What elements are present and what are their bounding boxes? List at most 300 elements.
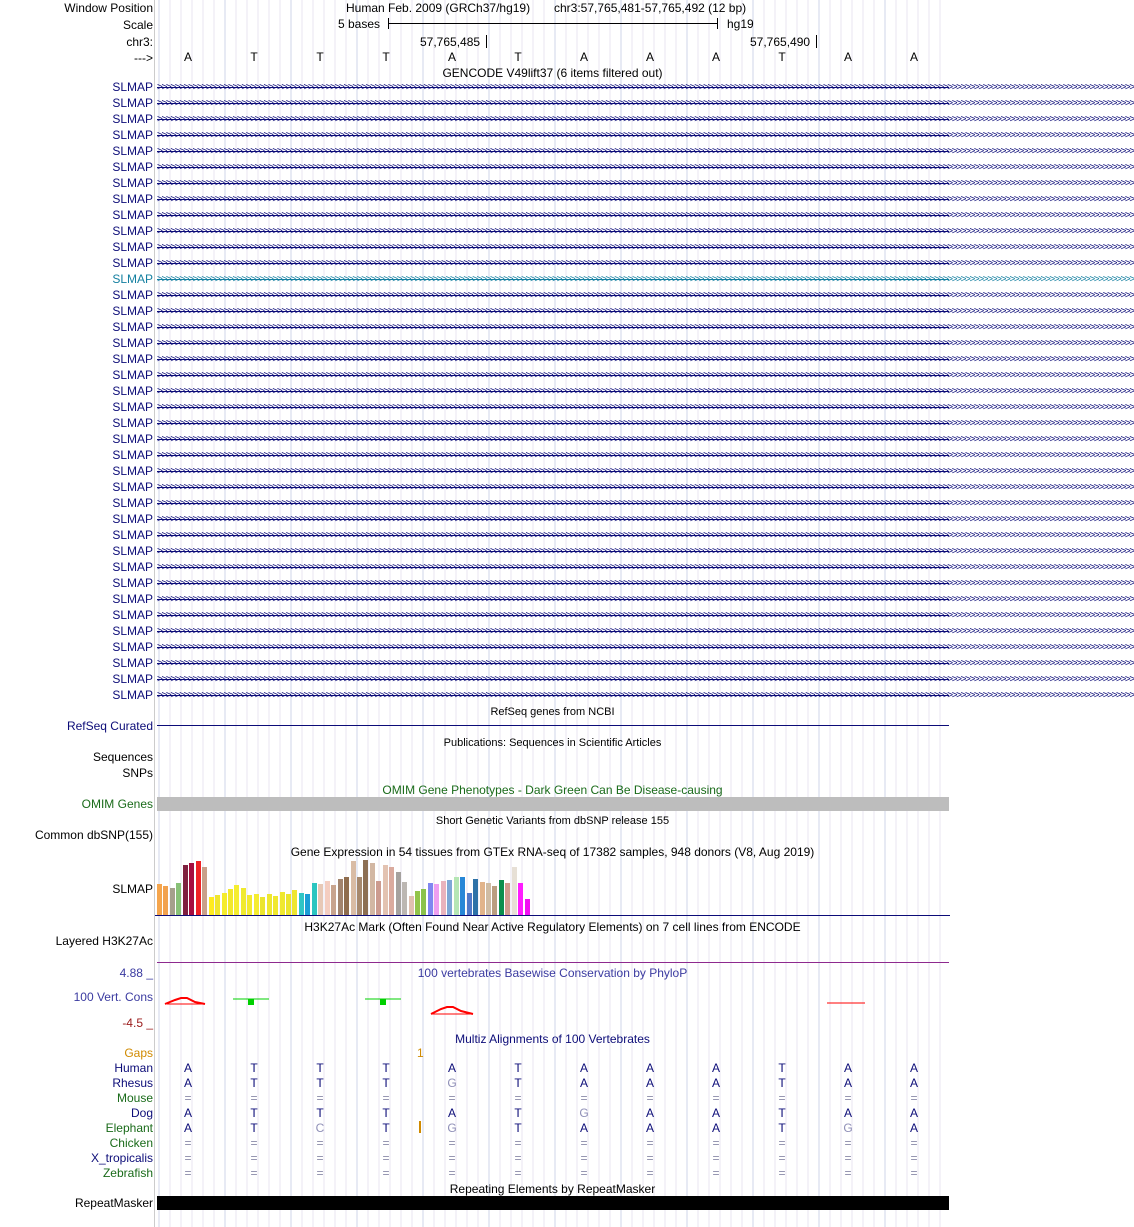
gencode-gene-label[interactable]: SLMAP bbox=[112, 496, 153, 510]
gtex-tissue-bar[interactable] bbox=[312, 883, 317, 915]
reference-bases bbox=[155, 50, 950, 64]
aligned-base: A bbox=[447, 1106, 456, 1120]
aligned-base: = bbox=[514, 1166, 522, 1180]
aligned-base: = bbox=[778, 1166, 786, 1180]
phylop-caption[interactable]: 100 vertebrates Basewise Conservation by PhyloP bbox=[417, 966, 688, 980]
aligned-base: = bbox=[250, 1091, 258, 1105]
aligned-base: = bbox=[316, 1136, 324, 1150]
aligned-base: = bbox=[580, 1136, 588, 1150]
aligned-base: = bbox=[580, 1166, 588, 1180]
aligned-base: = bbox=[580, 1091, 588, 1105]
gencode-strand-arrows: >>>>>>>>>>>>>>>>>>>>>>>>>>>>>>>>>>>>>>>>>>>>>>>>>>>>>>>>>>>>>>>>>>>>>>>>>>>>>>>>>>>>>>>>>>>>>>>>>>>>>>>>>>>>>>>>>>>>>>>>>>>>>>>>>>>>>>>>>>>>>>>>>>>>>>>>>>>>>>>>>>>>>>>>>>>>>>>>>>>>>>>>>>>>>>>>>>>>>>>>>>>>>>>>>>>>>>>>>>>> bbox=[157, 530, 1134, 541]
aligned-base: = bbox=[910, 1166, 918, 1180]
gencode-gene-label[interactable]: SLMAP bbox=[112, 352, 153, 366]
aligned-base: T bbox=[514, 1121, 522, 1135]
aligned-base: T bbox=[250, 1121, 258, 1135]
gtex-tissue-bar[interactable] bbox=[460, 877, 465, 915]
gencode-strand-arrows: >>>>>>>>>>>>>>>>>>>>>>>>>>>>>>>>>>>>>>>>>>>>>>>>>>>>>>>>>>>>>>>>>>>>>>>>>>>>>>>>>>>>>>>>>>>>>>>>>>>>>>>>>>>>>>>>>>>>>>>>>>>>>>>>>>>>>>>>>>>>>>>>>>>>>>>>>>>>>>>>>>>>>>>>>>>>>>>>>>>>>>>>>>>>>>>>>>>>>>>>>>>>>>>>>>>>>>>>>>>> bbox=[157, 578, 1134, 589]
scale-bar-right-tick bbox=[717, 18, 718, 29]
gencode-strand-arrows: >>>>>>>>>>>>>>>>>>>>>>>>>>>>>>>>>>>>>>>>>>>>>>>>>>>>>>>>>>>>>>>>>>>>>>>>>>>>>>>>>>>>>>>>>>>>>>>>>>>>>>>>>>>>>>>>>>>>>>>>>>>>>>>>>>>>>>>>>>>>>>>>>>>>>>>>>>>>>>>>>>>>>>>>>>>>>>>>>>>>>>>>>>>>>>>>>>>>>>>>>>>>>>>>>>>>>>>>>>>> bbox=[157, 290, 1134, 301]
gtex-tissue-bar[interactable] bbox=[247, 895, 252, 915]
gtex-tissue-bar[interactable] bbox=[189, 863, 194, 915]
aligned-base: = bbox=[844, 1166, 852, 1180]
aligned-base: A bbox=[183, 1061, 192, 1075]
gencode-strand-arrows: >>>>>>>>>>>>>>>>>>>>>>>>>>>>>>>>>>>>>>>>>>>>>>>>>>>>>>>>>>>>>>>>>>>>>>>>>>>>>>>>>>>>>>>>>>>>>>>>>>>>>>>>>>>>>>>>>>>>>>>>>>>>>>>>>>>>>>>>>>>>>>>>>>>>>>>>>>>>>>>>>>>>>>>>>>>>>>>>>>>>>>>>>>>>>>>>>>>>>>>>>>>>>>>>>>>>>>>>>>>> bbox=[157, 514, 1134, 525]
gencode-gene-label[interactable]: SLMAP bbox=[112, 160, 153, 174]
aligned-base: T bbox=[382, 1106, 390, 1120]
position-text: chr3:57,765,481-57,765,492 (12 bp) bbox=[554, 1, 747, 15]
gtex-tissue-bar[interactable] bbox=[273, 896, 278, 915]
aligned-base: = bbox=[910, 1151, 918, 1165]
gencode-strand-arrows: >>>>>>>>>>>>>>>>>>>>>>>>>>>>>>>>>>>>>>>>>>>>>>>>>>>>>>>>>>>>>>>>>>>>>>>>>>>>>>>>>>>>>>>>>>>>>>>>>>>>>>>>>>>>>>>>>>>>>>>>>>>>>>>>>>>>>>>>>>>>>>>>>>>>>>>>>>>>>>>>>>>>>>>>>>>>>>>>>>>>>>>>>>>>>>>>>>>>>>>>>>>>>>>>>>>>>>>>>>>> bbox=[157, 690, 1134, 701]
gencode-strand-arrows: >>>>>>>>>>>>>>>>>>>>>>>>>>>>>>>>>>>>>>>>>>>>>>>>>>>>>>>>>>>>>>>>>>>>>>>>>>>>>>>>>>>>>>>>>>>>>>>>>>>>>>>>>>>>>>>>>>>>>>>>>>>>>>>>>>>>>>>>>>>>>>>>>>>>>>>>>>>>>>>>>>>>>>>>>>>>>>>>>>>>>>>>>>>>>>>>>>>>>>>>>>>>>>>>>>>>>>>>>>>> bbox=[157, 354, 1134, 365]
gtex-tissue-bar[interactable] bbox=[228, 889, 233, 915]
reference-base: T bbox=[250, 50, 258, 64]
publications-sequences-label[interactable]: Sequences bbox=[92, 750, 153, 764]
coord-485: 57,765,485 bbox=[420, 35, 481, 49]
gencode-gene-label[interactable]: SLMAP bbox=[112, 544, 153, 558]
gtex-tissue-bar[interactable] bbox=[196, 861, 201, 915]
gaps-label: Gaps bbox=[124, 1046, 153, 1060]
gencode-strand-arrows: >>>>>>>>>>>>>>>>>>>>>>>>>>>>>>>>>>>>>>>>>>>>>>>>>>>>>>>>>>>>>>>>>>>>>>>>>>>>>>>>>>>>>>>>>>>>>>>>>>>>>>>>>>>>>>>>>>>>>>>>>>>>>>>>>>>>>>>>>>>>>>>>>>>>>>>>>>>>>>>>>>>>>>>>>>>>>>>>>>>>>>>>>>>>>>>>>>>>>>>>>>>>>>>>>>>>>>>>>>>> bbox=[157, 674, 1134, 685]
gencode-gene-label[interactable]: SLMAP bbox=[112, 336, 153, 350]
gtex-bar-chart[interactable] bbox=[155, 859, 555, 915]
coord-490: 57,765,490 bbox=[750, 35, 811, 49]
aligned-base: A bbox=[645, 1076, 654, 1090]
aligned-base: = bbox=[316, 1151, 324, 1165]
gencode-strand-arrows: >>>>>>>>>>>>>>>>>>>>>>>>>>>>>>>>>>>>>>>>>>>>>>>>>>>>>>>>>>>>>>>>>>>>>>>>>>>>>>>>>>>>>>>>>>>>>>>>>>>>>>>>>>>>>>>>>>>>>>>>>>>>>>>>>>>>>>>>>>>>>>>>>>>>>>>>>>>>>>>>>>>>>>>>>>>>>>>>>>>>>>>>>>>>>>>>>>>>>>>>>>>>>>>>>>>>>>>>>>>> bbox=[157, 466, 1134, 477]
repeatmasker-block[interactable] bbox=[157, 1196, 949, 1210]
gencode-gene-label[interactable]: SLMAP bbox=[112, 688, 153, 702]
gencode-gene-label[interactable]: SLMAP bbox=[112, 176, 153, 190]
gencode-strand-arrows: >>>>>>>>>>>>>>>>>>>>>>>>>>>>>>>>>>>>>>>>>>>>>>>>>>>>>>>>>>>>>>>>>>>>>>>>>>>>>>>>>>>>>>>>>>>>>>>>>>>>>>>>>>>>>>>>>>>>>>>>>>>>>>>>>>>>>>>>>>>>>>>>>>>>>>>>>>>>>>>>>>>>>>>>>>>>>>>>>>>>>>>>>>>>>>>>>>>>>>>>>>>>>>>>>>>>>>>>>>>> bbox=[157, 162, 1134, 173]
aligned-base: A bbox=[711, 1106, 720, 1120]
refseq-caption[interactable]: RefSeq genes from NCBI bbox=[490, 706, 615, 718]
gtex-tissue-bar[interactable] bbox=[170, 888, 175, 915]
gencode-gene-label[interactable]: SLMAP bbox=[112, 128, 153, 142]
gencode-strand-arrows: >>>>>>>>>>>>>>>>>>>>>>>>>>>>>>>>>>>>>>>>>>>>>>>>>>>>>>>>>>>>>>>>>>>>>>>>>>>>>>>>>>>>>>>>>>>>>>>>>>>>>>>>>>>>>>>>>>>>>>>>>>>>>>>>>>>>>>>>>>>>>>>>>>>>>>>>>>>>>>>>>>>>>>>>>>>>>>>>>>>>>>>>>>>>>>>>>>>>>>>>>>>>>>>>>>>>>>>>>>>> bbox=[157, 418, 1134, 429]
aligned-base: = bbox=[382, 1091, 390, 1105]
gencode-gene-label[interactable]: SLMAP bbox=[112, 80, 153, 94]
reference-base: A bbox=[711, 50, 720, 64]
gencode-strand-arrows: >>>>>>>>>>>>>>>>>>>>>>>>>>>>>>>>>>>>>>>>>>>>>>>>>>>>>>>>>>>>>>>>>>>>>>>>>>>>>>>>>>>>>>>>>>>>>>>>>>>>>>>>>>>>>>>>>>>>>>>>>>>>>>>>>>>>>>>>>>>>>>>>>>>>>>>>>>>>>>>>>>>>>>>>>>>>>>>>>>>>>>>>>>>>>>>>>>>>>>>>>>>>>>>>>>>>>>>>>>>> bbox=[157, 402, 1134, 413]
gtex-tissue-bar[interactable] bbox=[299, 893, 304, 915]
gencode-gene-label[interactable]: SLMAP bbox=[112, 288, 153, 302]
gtex-tissue-bar[interactable] bbox=[241, 888, 246, 915]
refseq-label[interactable]: RefSeq Curated bbox=[66, 719, 153, 733]
reference-base: T bbox=[778, 50, 786, 64]
gencode-gene-label[interactable]: SLMAP bbox=[112, 640, 153, 654]
gtex-tissue-bar[interactable] bbox=[363, 860, 368, 915]
aligned-base: = bbox=[250, 1166, 258, 1180]
species-label[interactable]: Zebrafish bbox=[102, 1166, 153, 1180]
gencode-strand-arrows: >>>>>>>>>>>>>>>>>>>>>>>>>>>>>>>>>>>>>>>>>>>>>>>>>>>>>>>>>>>>>>>>>>>>>>>>>>>>>>>>>>>>>>>>>>>>>>>>>>>>>>>>>>>>>>>>>>>>>>>>>>>>>>>>>>>>>>>>>>>>>>>>>>>>>>>>>>>>>>>>>>>>>>>>>>>>>>>>>>>>>>>>>>>>>>>>>>>>>>>>>>>>>>>>>>>>>>>>>>>> bbox=[157, 642, 1134, 653]
gencode-strand-arrows: >>>>>>>>>>>>>>>>>>>>>>>>>>>>>>>>>>>>>>>>>>>>>>>>>>>>>>>>>>>>>>>>>>>>>>>>>>>>>>>>>>>>>>>>>>>>>>>>>>>>>>>>>>>>>>>>>>>>>>>>>>>>>>>>>>>>>>>>>>>>>>>>>>>>>>>>>>>>>>>>>>>>>>>>>>>>>>>>>>>>>>>>>>>>>>>>>>>>>>>>>>>>>>>>>>>>>>>>>>>> bbox=[157, 370, 1134, 381]
gtex-tissue-bar[interactable] bbox=[383, 865, 388, 915]
gencode-strand-arrows: >>>>>>>>>>>>>>>>>>>>>>>>>>>>>>>>>>>>>>>>>>>>>>>>>>>>>>>>>>>>>>>>>>>>>>>>>>>>>>>>>>>>>>>>>>>>>>>>>>>>>>>>>>>>>>>>>>>>>>>>>>>>>>>>>>>>>>>>>>>>>>>>>>>>>>>>>>>>>>>>>>>>>>>>>>>>>>>>>>>>>>>>>>>>>>>>>>>>>>>>>>>>>>>>>>>>>>>>>>>> bbox=[157, 98, 1134, 109]
h3k27ac-caption[interactable]: H3K27Ac Mark (Often Found Near Active Regulatory Elements) on 7 cell lines from ENCODE bbox=[304, 920, 801, 934]
gtex-tissue-bar[interactable] bbox=[396, 872, 401, 915]
gencode-strand-arrows: >>>>>>>>>>>>>>>>>>>>>>>>>>>>>>>>>>>>>>>>>>>>>>>>>>>>>>>>>>>>>>>>>>>>>>>>>>>>>>>>>>>>>>>>>>>>>>>>>>>>>>>>>>>>>>>>>>>>>>>>>>>>>>>>>>>>>>>>>>>>>>>>>>>>>>>>>>>>>>>>>>>>>>>>>>>>>>>>>>>>>>>>>>>>>>>>>>>>>>>>>>>>>>>>>>>>>>>>>>>> bbox=[157, 562, 1134, 573]
gencode-gene-label[interactable]: SLMAP bbox=[112, 656, 153, 670]
gtex-tissue-bar[interactable] bbox=[222, 893, 227, 915]
aligned-base: = bbox=[712, 1091, 720, 1105]
dbsnp-caption[interactable]: Short Genetic Variants from dbSNP release 155 bbox=[435, 815, 670, 827]
aligned-base: = bbox=[910, 1091, 918, 1105]
reference-base: T bbox=[382, 50, 390, 64]
gencode-strand-arrows: >>>>>>>>>>>>>>>>>>>>>>>>>>>>>>>>>>>>>>>>>>>>>>>>>>>>>>>>>>>>>>>>>>>>>>>>>>>>>>>>>>>>>>>>>>>>>>>>>>>>>>>>>>>>>>>>>>>>>>>>>>>>>>>>>>>>>>>>>>>>>>>>>>>>>>>>>>>>>>>>>>>>>>>>>>>>>>>>>>>>>>>>>>>>>>>>>>>>>>>>>>>>>>>>>>>>>>>>>>>> bbox=[157, 626, 1134, 637]
gtex-tissue-bar[interactable] bbox=[286, 894, 291, 915]
gtex-tissue-bar[interactable] bbox=[280, 892, 285, 915]
gencode-gene-label[interactable]: SLMAP bbox=[112, 368, 153, 382]
gtex-caption[interactable]: Gene Expression in 54 tissues from GTEx RNA-seq of 17382 samples, 948 donors (V8, Aug 2019) bbox=[290, 845, 815, 859]
gtex-tissue-bar[interactable] bbox=[473, 879, 478, 915]
aligned-base: A bbox=[711, 1076, 720, 1090]
species-label[interactable]: Chicken bbox=[109, 1136, 153, 1150]
gtex-tissue-bar[interactable] bbox=[434, 884, 439, 915]
refseq-gene-line[interactable] bbox=[157, 725, 949, 726]
gencode-gene-label[interactable]: SLMAP bbox=[112, 528, 153, 542]
aligned-base: A bbox=[711, 1061, 720, 1075]
gencode-strand-arrows: >>>>>>>>>>>>>>>>>>>>>>>>>>>>>>>>>>>>>>>>>>>>>>>>>>>>>>>>>>>>>>>>>>>>>>>>>>>>>>>>>>>>>>>>>>>>>>>>>>>>>>>>>>>>>>>>>>>>>>>>>>>>>>>>>>>>>>>>>>>>>>>>>>>>>>>>>>>>>>>>>>>>>>>>>>>>>>>>>>>>>>>>>>>>>>>>>>>>>>>>>>>>>>>>>>>>>>>>>>>> bbox=[157, 242, 1134, 253]
aligned-base: = bbox=[712, 1166, 720, 1180]
aligned-base: T bbox=[250, 1106, 258, 1120]
phylop-block-2 bbox=[248, 999, 254, 1005]
gtex-label[interactable]: SLMAP bbox=[112, 882, 153, 896]
gtex-tissue-bar[interactable] bbox=[402, 882, 407, 915]
species-label[interactable]: Elephant bbox=[105, 1121, 153, 1135]
gencode-strand-arrows: >>>>>>>>>>>>>>>>>>>>>>>>>>>>>>>>>>>>>>>>>>>>>>>>>>>>>>>>>>>>>>>>>>>>>>>>>>>>>>>>>>>>>>>>>>>>>>>>>>>>>>>>>>>>>>>>>>>>>>>>>>>>>>>>>>>>>>>>>>>>>>>>>>>>>>>>>>>>>>>>>>>>>>>>>>>>>>>>>>>>>>>>>>>>>>>>>>>>>>>>>>>>>>>>>>>>>>>>>>>> bbox=[157, 194, 1134, 205]
gtex-tissue-bar[interactable] bbox=[428, 883, 433, 915]
aligned-base: T bbox=[514, 1076, 522, 1090]
gencode-strand-arrows: >>>>>>>>>>>>>>>>>>>>>>>>>>>>>>>>>>>>>>>>>>>>>>>>>>>>>>>>>>>>>>>>>>>>>>>>>>>>>>>>>>>>>>>>>>>>>>>>>>>>>>>>>>>>>>>>>>>>>>>>>>>>>>>>>>>>>>>>>>>>>>>>>>>>>>>>>>>>>>>>>>>>>>>>>>>>>>>>>>>>>>>>>>>>>>>>>>>>>>>>>>>>>>>>>>>>>>>>>>>> bbox=[157, 274, 1134, 285]
aligned-base: = bbox=[778, 1091, 786, 1105]
gap-count: 1 bbox=[417, 1046, 424, 1060]
aligned-base: = bbox=[514, 1151, 522, 1165]
aligned-base: = bbox=[250, 1136, 258, 1150]
publications-caption[interactable]: Publications: Sequences in Scientific Articles bbox=[443, 737, 662, 749]
gtex-tissue-bar[interactable] bbox=[234, 885, 239, 915]
reference-base: A bbox=[909, 50, 918, 64]
aligned-base: = bbox=[184, 1166, 192, 1180]
aligned-base: A bbox=[843, 1076, 852, 1090]
aligned-base: T bbox=[250, 1061, 258, 1075]
gtex-tissue-bar[interactable] bbox=[467, 893, 472, 915]
species-sequence-row bbox=[155, 1106, 950, 1120]
aligned-base: A bbox=[447, 1061, 456, 1075]
gencode-strand-arrows: >>>>>>>>>>>>>>>>>>>>>>>>>>>>>>>>>>>>>>>>>>>>>>>>>>>>>>>>>>>>>>>>>>>>>>>>>>>>>>>>>>>>>>>>>>>>>>>>>>>>>>>>>>>>>>>>>>>>>>>>>>>>>>>>>>>>>>>>>>>>>>>>>>>>>>>>>>>>>>>>>>>>>>>>>>>>>>>>>>>>>>>>>>>>>>>>>>>>>>>>>>>>>>>>>>>>>>>>>>>> bbox=[157, 258, 1134, 269]
aligned-base: T bbox=[514, 1061, 522, 1075]
aligned-base: = bbox=[646, 1151, 654, 1165]
aligned-base: = bbox=[514, 1091, 522, 1105]
scale-bar bbox=[388, 23, 718, 24]
gencode-gene-label[interactable]: SLMAP bbox=[112, 96, 153, 110]
gtex-tissue-bar[interactable] bbox=[176, 883, 181, 915]
gencode-gene-label[interactable]: SLMAP bbox=[112, 400, 153, 414]
aligned-base: = bbox=[646, 1091, 654, 1105]
aligned-base: = bbox=[316, 1091, 324, 1105]
reference-base: A bbox=[579, 50, 588, 64]
multiz-caption[interactable]: Multiz Alignments of 100 Vertebrates bbox=[455, 1032, 650, 1046]
coord-490-tick bbox=[816, 35, 817, 48]
gencode-gene-label[interactable]: SLMAP bbox=[112, 480, 153, 494]
gencode-gene-label[interactable]: SLMAP bbox=[112, 592, 153, 606]
gtex-tissue-bar[interactable] bbox=[389, 867, 394, 915]
aligned-base: = bbox=[910, 1136, 918, 1150]
gencode-gene-label[interactable]: SLMAP bbox=[112, 512, 153, 526]
aligned-base: T bbox=[382, 1076, 390, 1090]
gtex-baseline bbox=[155, 915, 950, 916]
gtex-tissue-bar[interactable] bbox=[163, 886, 168, 915]
repeatmasker-caption[interactable]: Repeating Elements by RepeatMasker bbox=[449, 1182, 656, 1196]
gtex-tissue-bar[interactable] bbox=[409, 896, 414, 915]
phylop-peak-4 bbox=[431, 1007, 473, 1014]
gtex-tissue-bar[interactable] bbox=[183, 865, 188, 915]
aligned-base: G bbox=[447, 1076, 457, 1090]
h3k27ac-baseline bbox=[157, 962, 949, 963]
aligned-base: A bbox=[909, 1061, 918, 1075]
species-sequence-row bbox=[155, 1136, 950, 1150]
gencode-strand-arrows: >>>>>>>>>>>>>>>>>>>>>>>>>>>>>>>>>>>>>>>>>>>>>>>>>>>>>>>>>>>>>>>>>>>>>>>>>>>>>>>>>>>>>>>>>>>>>>>>>>>>>>>>>>>>>>>>>>>>>>>>>>>>>>>>>>>>>>>>>>>>>>>>>>>>>>>>>>>>>>>>>>>>>>>>>>>>>>>>>>>>>>>>>>>>>>>>>>>>>>>>>>>>>>>>>>>>>>>>>>>> bbox=[157, 114, 1134, 125]
gtex-tissue-bar[interactable] bbox=[415, 891, 420, 915]
aligned-base: = bbox=[382, 1166, 390, 1180]
aligned-base: T bbox=[382, 1121, 390, 1135]
gencode-gene-label[interactable]: SLMAP bbox=[112, 320, 153, 334]
gencode-strand-arrows: >>>>>>>>>>>>>>>>>>>>>>>>>>>>>>>>>>>>>>>>>>>>>>>>>>>>>>>>>>>>>>>>>>>>>>>>>>>>>>>>>>>>>>>>>>>>>>>>>>>>>>>>>>>>>>>>>>>>>>>>>>>>>>>>>>>>>>>>>>>>>>>>>>>>>>>>>>>>>>>>>>>>>>>>>>>>>>>>>>>>>>>>>>>>>>>>>>>>>>>>>>>>>>>>>>>>>>>>>>>> bbox=[157, 210, 1134, 221]
gtex-tissue-bar[interactable] bbox=[325, 881, 330, 915]
species-sequence-row bbox=[155, 1166, 950, 1180]
gencode-gene-label[interactable]: SLMAP bbox=[112, 576, 153, 590]
aligned-base: G bbox=[579, 1106, 589, 1120]
aligned-base: T bbox=[316, 1076, 324, 1090]
gtex-tissue-bar[interactable] bbox=[525, 899, 530, 915]
strand-label: ---> bbox=[134, 51, 153, 65]
phylop-label[interactable]: 100 Vert. Cons bbox=[73, 990, 153, 1004]
aligned-base: T bbox=[514, 1106, 522, 1120]
species-sequence-row bbox=[155, 1076, 950, 1090]
species-sequence-row bbox=[155, 1121, 950, 1135]
gencode-gene-label[interactable]: SLMAP bbox=[112, 624, 153, 638]
gtex-tissue-bar[interactable] bbox=[499, 880, 504, 915]
dbsnp-label[interactable]: Common dbSNP(155) bbox=[34, 828, 153, 842]
gencode-strand-arrows: >>>>>>>>>>>>>>>>>>>>>>>>>>>>>>>>>>>>>>>>>>>>>>>>>>>>>>>>>>>>>>>>>>>>>>>>>>>>>>>>>>>>>>>>>>>>>>>>>>>>>>>>>>>>>>>>>>>>>>>>>>>>>>>>>>>>>>>>>>>>>>>>>>>>>>>>>>>>>>>>>>>>>>>>>>>>>>>>>>>>>>>>>>>>>>>>>>>>>>>>>>>>>>>>>>>>>>>>>>>> bbox=[157, 82, 1134, 93]
scale-text: 5 bases bbox=[338, 17, 381, 31]
aligned-base: = bbox=[382, 1151, 390, 1165]
gtex-tissue-bar[interactable] bbox=[357, 877, 362, 915]
gtex-tissue-bar[interactable] bbox=[447, 880, 452, 915]
species-sequence-row bbox=[155, 1061, 950, 1075]
aligned-base: A bbox=[843, 1106, 852, 1120]
gtex-tissue-bar[interactable] bbox=[215, 895, 220, 915]
gencode-gene-label[interactable]: SLMAP bbox=[112, 432, 153, 446]
reference-base: A bbox=[183, 50, 192, 64]
aligned-base: = bbox=[712, 1151, 720, 1165]
species-label[interactable]: Rhesus bbox=[112, 1076, 153, 1090]
aligned-base: = bbox=[778, 1151, 786, 1165]
coord-485-tick bbox=[486, 35, 487, 48]
aligned-base: T bbox=[250, 1076, 258, 1090]
reference-base: A bbox=[843, 50, 852, 64]
gtex-tissue-bar[interactable] bbox=[480, 882, 485, 915]
gencode-strand-arrows: >>>>>>>>>>>>>>>>>>>>>>>>>>>>>>>>>>>>>>>>>>>>>>>>>>>>>>>>>>>>>>>>>>>>>>>>>>>>>>>>>>>>>>>>>>>>>>>>>>>>>>>>>>>>>>>>>>>>>>>>>>>>>>>>>>>>>>>>>>>>>>>>>>>>>>>>>>>>>>>>>>>>>>>>>>>>>>>>>>>>>>>>>>>>>>>>>>>>>>>>>>>>>>>>>>>>>>>>>>>> bbox=[157, 434, 1134, 445]
aligned-base: A bbox=[909, 1106, 918, 1120]
aligned-base: = bbox=[844, 1151, 852, 1165]
aligned-base: A bbox=[183, 1106, 192, 1120]
gtex-tissue-bar[interactable] bbox=[202, 867, 207, 915]
db-text: hg19 bbox=[727, 17, 754, 31]
species-sequence-row bbox=[155, 1091, 950, 1105]
aligned-base: = bbox=[382, 1136, 390, 1150]
aligned-base: A bbox=[645, 1061, 654, 1075]
phylop-graph[interactable] bbox=[155, 990, 950, 1020]
gencode-gene-label[interactable]: SLMAP bbox=[112, 672, 153, 686]
aligned-base: A bbox=[909, 1076, 918, 1090]
omim-caption[interactable]: OMIM Gene Phenotypes - Dark Green Can Be Disease-causing bbox=[382, 783, 723, 797]
aligned-base: A bbox=[645, 1121, 654, 1135]
aligned-base: T bbox=[316, 1061, 324, 1075]
aligned-base: = bbox=[448, 1166, 456, 1180]
aligned-base: = bbox=[712, 1136, 720, 1150]
gencode-strand-arrows: >>>>>>>>>>>>>>>>>>>>>>>>>>>>>>>>>>>>>>>>>>>>>>>>>>>>>>>>>>>>>>>>>>>>>>>>>>>>>>>>>>>>>>>>>>>>>>>>>>>>>>>>>>>>>>>>>>>>>>>>>>>>>>>>>>>>>>>>>>>>>>>>>>>>>>>>>>>>>>>>>>>>>>>>>>>>>>>>>>>>>>>>>>>>>>>>>>>>>>>>>>>>>>>>>>>>>>>>>>>> bbox=[157, 386, 1134, 397]
gencode-strand-arrows: >>>>>>>>>>>>>>>>>>>>>>>>>>>>>>>>>>>>>>>>>>>>>>>>>>>>>>>>>>>>>>>>>>>>>>>>>>>>>>>>>>>>>>>>>>>>>>>>>>>>>>>>>>>>>>>>>>>>>>>>>>>>>>>>>>>>>>>>>>>>>>>>>>>>>>>>>>>>>>>>>>>>>>>>>>>>>>>>>>>>>>>>>>>>>>>>>>>>>>>>>>>>>>>>>>>>>>>>>>>> bbox=[157, 610, 1134, 621]
gtex-tissue-bar[interactable] bbox=[157, 884, 162, 915]
gencode-gene-label[interactable]: SLMAP bbox=[112, 192, 153, 206]
h3k27ac-label[interactable]: Layered H3K27Ac bbox=[55, 934, 153, 948]
gtex-tissue-bar[interactable] bbox=[305, 894, 310, 915]
gtex-tissue-bar[interactable] bbox=[512, 867, 517, 915]
aligned-base: = bbox=[646, 1136, 654, 1150]
gtex-tissue-bar[interactable] bbox=[260, 897, 265, 915]
gencode-gene-label[interactable]: SLMAP bbox=[112, 224, 153, 238]
aligned-base: = bbox=[844, 1136, 852, 1150]
gencode-strand-arrows: >>>>>>>>>>>>>>>>>>>>>>>>>>>>>>>>>>>>>>>>>>>>>>>>>>>>>>>>>>>>>>>>>>>>>>>>>>>>>>>>>>>>>>>>>>>>>>>>>>>>>>>>>>>>>>>>>>>>>>>>>>>>>>>>>>>>>>>>>>>>>>>>>>>>>>>>>>>>>>>>>>>>>>>>>>>>>>>>>>>>>>>>>>>>>>>>>>>>>>>>>>>>>>>>>>>>>>>>>>>> bbox=[157, 322, 1134, 333]
gencode-gene-label[interactable]: SLMAP bbox=[112, 448, 153, 462]
gencode-gene-label[interactable]: SLMAP bbox=[112, 560, 153, 574]
gencode-gene-label[interactable]: SLMAP bbox=[112, 240, 153, 254]
aligned-base: G bbox=[447, 1121, 457, 1135]
gencode-gene-label[interactable]: SLMAP bbox=[112, 304, 153, 318]
aligned-base: A bbox=[579, 1061, 588, 1075]
gtex-tissue-bar[interactable] bbox=[338, 879, 343, 915]
gtex-tissue-bar[interactable] bbox=[441, 881, 446, 915]
repeatmasker-label[interactable]: RepeatMasker bbox=[74, 1196, 153, 1210]
gtex-tissue-bar[interactable] bbox=[267, 894, 272, 915]
aligned-base: = bbox=[514, 1136, 522, 1150]
aligned-base: = bbox=[316, 1166, 324, 1180]
gtex-tissue-bar[interactable] bbox=[209, 897, 214, 915]
phylop-block-3 bbox=[380, 999, 386, 1005]
gencode-gene-label[interactable]: SLMAP bbox=[112, 144, 153, 158]
gencode-gene-label[interactable]: SLMAP bbox=[112, 256, 153, 270]
gencode-gene-label[interactable]: SLMAP bbox=[112, 608, 153, 622]
gtex-tissue-bar[interactable] bbox=[318, 884, 323, 915]
assembly-text: Human Feb. 2009 (GRCh37/hg19) bbox=[346, 1, 531, 15]
reference-base: T bbox=[316, 50, 324, 64]
gencode-strand-arrows: >>>>>>>>>>>>>>>>>>>>>>>>>>>>>>>>>>>>>>>>>>>>>>>>>>>>>>>>>>>>>>>>>>>>>>>>>>>>>>>>>>>>>>>>>>>>>>>>>>>>>>>>>>>>>>>>>>>>>>>>>>>>>>>>>>>>>>>>>>>>>>>>>>>>>>>>>>>>>>>>>>>>>>>>>>>>>>>>>>>>>>>>>>>>>>>>>>>>>>>>>>>>>>>>>>>>>>>>>>>> bbox=[157, 594, 1134, 605]
gencode-gene-label[interactable]: SLMAP bbox=[112, 416, 153, 430]
aligned-base: = bbox=[250, 1151, 258, 1165]
aligned-base: A bbox=[843, 1061, 852, 1075]
aligned-base: A bbox=[579, 1121, 588, 1135]
aligned-base: = bbox=[184, 1091, 192, 1105]
gencode-strand-arrows: >>>>>>>>>>>>>>>>>>>>>>>>>>>>>>>>>>>>>>>>>>>>>>>>>>>>>>>>>>>>>>>>>>>>>>>>>>>>>>>>>>>>>>>>>>>>>>>>>>>>>>>>>>>>>>>>>>>>>>>>>>>>>>>>>>>>>>>>>>>>>>>>>>>>>>>>>>>>>>>>>>>>>>>>>>>>>>>>>>>>>>>>>>>>>>>>>>>>>>>>>>>>>>>>>>>>>>>>>>>> bbox=[157, 338, 1134, 349]
gencode-gene-label[interactable]: SLMAP bbox=[112, 384, 153, 398]
aligned-base: = bbox=[448, 1151, 456, 1165]
aligned-base: A bbox=[645, 1106, 654, 1120]
elephant-insertion-mark bbox=[419, 1121, 421, 1133]
gtex-tissue-bar[interactable] bbox=[518, 883, 523, 915]
aligned-base: = bbox=[184, 1136, 192, 1150]
reference-base: A bbox=[645, 50, 654, 64]
gtex-tissue-bar[interactable] bbox=[505, 883, 510, 915]
gtex-tissue-bar[interactable] bbox=[376, 881, 381, 915]
gencode-strand-arrows: >>>>>>>>>>>>>>>>>>>>>>>>>>>>>>>>>>>>>>>>>>>>>>>>>>>>>>>>>>>>>>>>>>>>>>>>>>>>>>>>>>>>>>>>>>>>>>>>>>>>>>>>>>>>>>>>>>>>>>>>>>>>>>>>>>>>>>>>>>>>>>>>>>>>>>>>>>>>>>>>>>>>>>>>>>>>>>>>>>>>>>>>>>>>>>>>>>>>>>>>>>>>>>>>>>>>>>>>>>>> bbox=[157, 306, 1134, 317]
gtex-tissue-bar[interactable] bbox=[370, 863, 375, 915]
scale-label: Scale bbox=[122, 18, 153, 32]
gencode-gene-label[interactable]: SLMAP bbox=[112, 464, 153, 478]
gtex-tissue-bar[interactable] bbox=[486, 883, 491, 915]
aligned-base: = bbox=[844, 1091, 852, 1105]
phylop-peak-1 bbox=[165, 998, 205, 1004]
omim-gene-block[interactable] bbox=[157, 797, 949, 811]
gencode-strand-arrows: >>>>>>>>>>>>>>>>>>>>>>>>>>>>>>>>>>>>>>>>>>>>>>>>>>>>>>>>>>>>>>>>>>>>>>>>>>>>>>>>>>>>>>>>>>>>>>>>>>>>>>>>>>>>>>>>>>>>>>>>>>>>>>>>>>>>>>>>>>>>>>>>>>>>>>>>>>>>>>>>>>>>>>>>>>>>>>>>>>>>>>>>>>>>>>>>>>>>>>>>>>>>>>>>>>>>>>>>>>>> bbox=[157, 546, 1134, 557]
publications-snps-label[interactable]: SNPs bbox=[122, 766, 153, 780]
species-label[interactable]: Dog bbox=[130, 1106, 153, 1120]
species-label[interactable]: Human bbox=[114, 1061, 153, 1075]
gtex-tissue-bar[interactable] bbox=[254, 894, 259, 915]
aligned-base: T bbox=[316, 1106, 324, 1120]
gencode-strand-arrows: >>>>>>>>>>>>>>>>>>>>>>>>>>>>>>>>>>>>>>>>>>>>>>>>>>>>>>>>>>>>>>>>>>>>>>>>>>>>>>>>>>>>>>>>>>>>>>>>>>>>>>>>>>>>>>>>>>>>>>>>>>>>>>>>>>>>>>>>>>>>>>>>>>>>>>>>>>>>>>>>>>>>>>>>>>>>>>>>>>>>>>>>>>>>>>>>>>>>>>>>>>>>>>>>>>>>>>>>>>>> bbox=[157, 146, 1134, 157]
gencode-strand-arrows: >>>>>>>>>>>>>>>>>>>>>>>>>>>>>>>>>>>>>>>>>>>>>>>>>>>>>>>>>>>>>>>>>>>>>>>>>>>>>>>>>>>>>>>>>>>>>>>>>>>>>>>>>>>>>>>>>>>>>>>>>>>>>>>>>>>>>>>>>>>>>>>>>>>>>>>>>>>>>>>>>>>>>>>>>>>>>>>>>>>>>>>>>>>>>>>>>>>>>>>>>>>>>>>>>>>>>>>>>>>> bbox=[157, 498, 1134, 509]
species-label[interactable]: X_tropicalis bbox=[90, 1151, 153, 1165]
aligned-base: T bbox=[778, 1061, 786, 1075]
aligned-base: T bbox=[778, 1076, 786, 1090]
aligned-base: A bbox=[909, 1121, 918, 1135]
gencode-strand-arrows: >>>>>>>>>>>>>>>>>>>>>>>>>>>>>>>>>>>>>>>>>>>>>>>>>>>>>>>>>>>>>>>>>>>>>>>>>>>>>>>>>>>>>>>>>>>>>>>>>>>>>>>>>>>>>>>>>>>>>>>>>>>>>>>>>>>>>>>>>>>>>>>>>>>>>>>>>>>>>>>>>>>>>>>>>>>>>>>>>>>>>>>>>>>>>>>>>>>>>>>>>>>>>>>>>>>>>>>>>>>> bbox=[157, 226, 1134, 237]
gencode-strand-arrows: >>>>>>>>>>>>>>>>>>>>>>>>>>>>>>>>>>>>>>>>>>>>>>>>>>>>>>>>>>>>>>>>>>>>>>>>>>>>>>>>>>>>>>>>>>>>>>>>>>>>>>>>>>>>>>>>>>>>>>>>>>>>>>>>>>>>>>>>>>>>>>>>>>>>>>>>>>>>>>>>>>>>>>>>>>>>>>>>>>>>>>>>>>>>>>>>>>>>>>>>>>>>>>>>>>>>>>>>>>>> bbox=[157, 178, 1134, 189]
omim-label[interactable]: OMIM Genes bbox=[81, 797, 153, 811]
phylop-min-label: -4.5 _ bbox=[122, 1016, 153, 1030]
gtex-tissue-bar[interactable] bbox=[292, 890, 297, 915]
gtex-tissue-bar[interactable] bbox=[344, 877, 349, 915]
aligned-base: G bbox=[843, 1121, 853, 1135]
gencode-gene-label[interactable]: SLMAP bbox=[112, 112, 153, 126]
gencode-strand-arrows: >>>>>>>>>>>>>>>>>>>>>>>>>>>>>>>>>>>>>>>>>>>>>>>>>>>>>>>>>>>>>>>>>>>>>>>>>>>>>>>>>>>>>>>>>>>>>>>>>>>>>>>>>>>>>>>>>>>>>>>>>>>>>>>>>>>>>>>>>>>>>>>>>>>>>>>>>>>>>>>>>>>>>>>>>>>>>>>>>>>>>>>>>>>>>>>>>>>>>>>>>>>>>>>>>>>>>>>>>>>> bbox=[157, 482, 1134, 493]
aligned-base: = bbox=[778, 1136, 786, 1150]
aligned-base: T bbox=[382, 1061, 390, 1075]
gencode-gene-label[interactable]: SLMAP bbox=[112, 208, 153, 222]
gtex-tissue-bar[interactable] bbox=[421, 889, 426, 915]
aligned-base: A bbox=[711, 1121, 720, 1135]
gencode-strand-arrows: >>>>>>>>>>>>>>>>>>>>>>>>>>>>>>>>>>>>>>>>>>>>>>>>>>>>>>>>>>>>>>>>>>>>>>>>>>>>>>>>>>>>>>>>>>>>>>>>>>>>>>>>>>>>>>>>>>>>>>>>>>>>>>>>>>>>>>>>>>>>>>>>>>>>>>>>>>>>>>>>>>>>>>>>>>>>>>>>>>>>>>>>>>>>>>>>>>>>>>>>>>>>>>>>>>>>>>>>>>>> bbox=[157, 130, 1134, 141]
gtex-tissue-bar[interactable] bbox=[492, 886, 497, 915]
gtex-tissue-bar[interactable] bbox=[331, 885, 336, 915]
reference-base: T bbox=[514, 50, 522, 64]
species-sequence-row bbox=[155, 1151, 950, 1165]
phylop-max-label: 4.88 _ bbox=[119, 966, 153, 980]
aligned-base: = bbox=[448, 1136, 456, 1150]
species-label[interactable]: Mouse bbox=[116, 1091, 153, 1105]
aligned-base: = bbox=[646, 1166, 654, 1180]
gencode-caption[interactable]: GENCODE V49lift37 (6 items filtered out) bbox=[442, 66, 663, 80]
gencode-strand-arrows: >>>>>>>>>>>>>>>>>>>>>>>>>>>>>>>>>>>>>>>>>>>>>>>>>>>>>>>>>>>>>>>>>>>>>>>>>>>>>>>>>>>>>>>>>>>>>>>>>>>>>>>>>>>>>>>>>>>>>>>>>>>>>>>>>>>>>>>>>>>>>>>>>>>>>>>>>>>>>>>>>>>>>>>>>>>>>>>>>>>>>>>>>>>>>>>>>>>>>>>>>>>>>>>>>>>>>>>>>>>> bbox=[157, 450, 1134, 461]
gtex-tissue-bar[interactable] bbox=[454, 877, 459, 915]
gencode-gene-label[interactable]: SLMAP bbox=[112, 272, 153, 286]
aligned-base: = bbox=[184, 1151, 192, 1165]
gtex-tissue-bar[interactable] bbox=[351, 861, 356, 915]
gencode-strand-arrows: >>>>>>>>>>>>>>>>>>>>>>>>>>>>>>>>>>>>>>>>>>>>>>>>>>>>>>>>>>>>>>>>>>>>>>>>>>>>>>>>>>>>>>>>>>>>>>>>>>>>>>>>>>>>>>>>>>>>>>>>>>>>>>>>>>>>>>>>>>>>>>>>>>>>>>>>>>>>>>>>>>>>>>>>>>>>>>>>>>>>>>>>>>>>>>>>>>>>>>>>>>>>>>>>>>>>>>>>>>>> bbox=[157, 658, 1134, 669]
aligned-base: = bbox=[580, 1151, 588, 1165]
